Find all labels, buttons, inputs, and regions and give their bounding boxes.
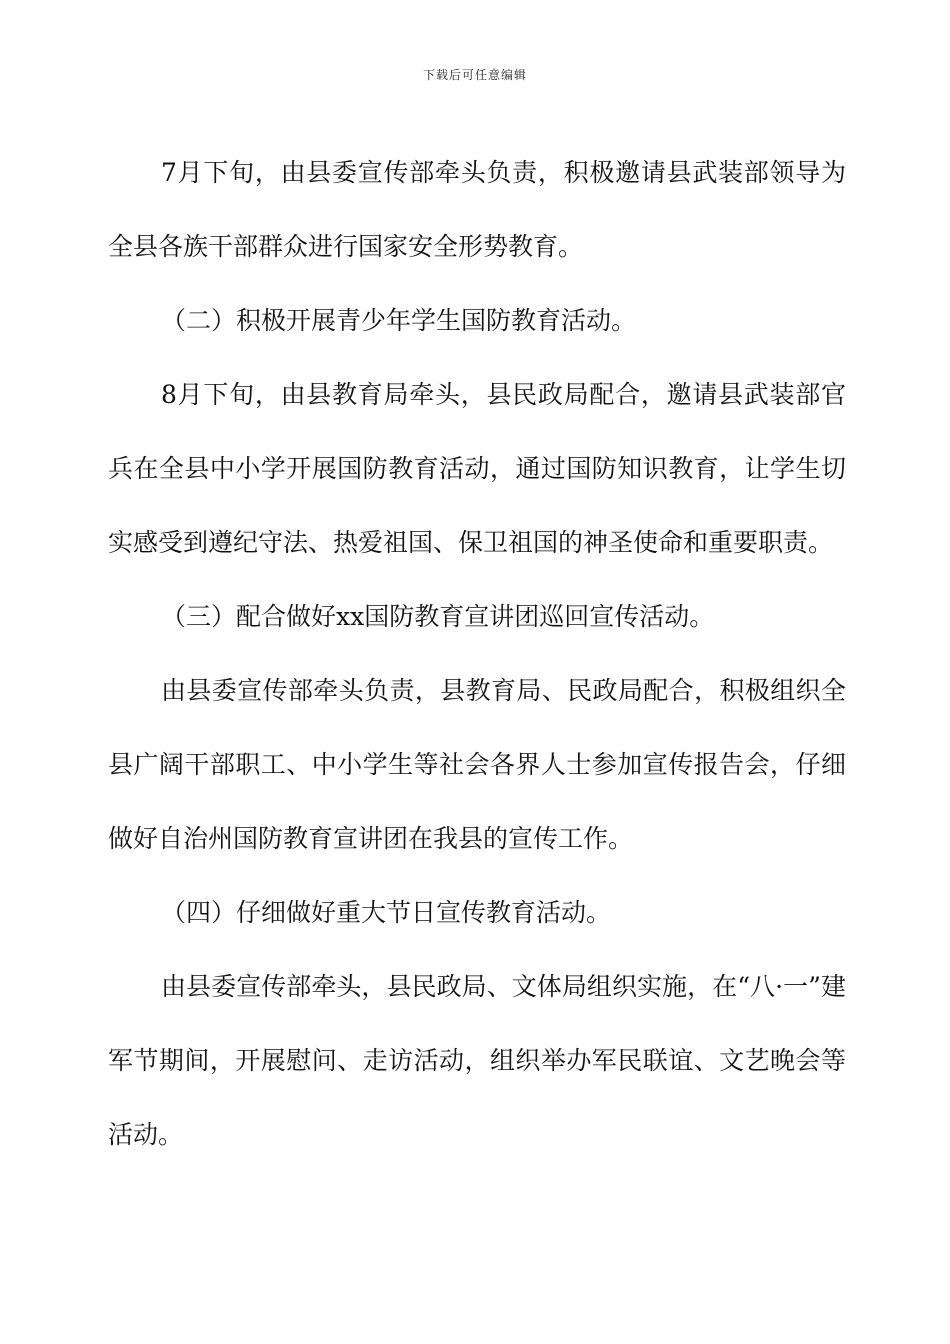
document-body xyxy=(108,136,846,1172)
section-heading-3: （三）配合做好xx国防教育宣讲团巡回宣传活动。 xyxy=(161,602,715,631)
section-heading-4: （四）仔细做好重大节日宣传教育活动。 xyxy=(161,898,612,927)
paragraph-4: 由县委宣传部牵头，县民政局、文体局组织实施，在“八·一”建军节期间，开展慰问、走访活动，组织举办军民联谊、文艺晚会等活动。 xyxy=(108,972,846,1149)
paragraph-2: 8月下旬，由县教育局牵头，县民政局配合，邀请县武装部官兵在全县中小学开展国防教育活动，通过国防知识教育，让学生切实感受到遵纪守法、热爱祖国、保卫祖国的神圣使命和重要职责。 xyxy=(108,380,846,557)
page-header: 下载后可任意编辑 xyxy=(422,68,527,82)
paragraph-3: 由县委宣传部牵头负责，县教育局、民政局配合，积极组织全县广阔干部职工、中小学生等社会各界人士参加宣传报告会，仔细做好自治州国防教育宣讲团在我县的宣传工作。 xyxy=(108,676,846,853)
paragraph-1: 7月下旬，由县委宣传部牵头负责，积极邀请县武装部领导为全县各族干部群众进行国家安全形势教育。 xyxy=(108,158,846,261)
section-heading-2: （二）积极开展青少年学生国防教育活动。 xyxy=(161,306,637,335)
